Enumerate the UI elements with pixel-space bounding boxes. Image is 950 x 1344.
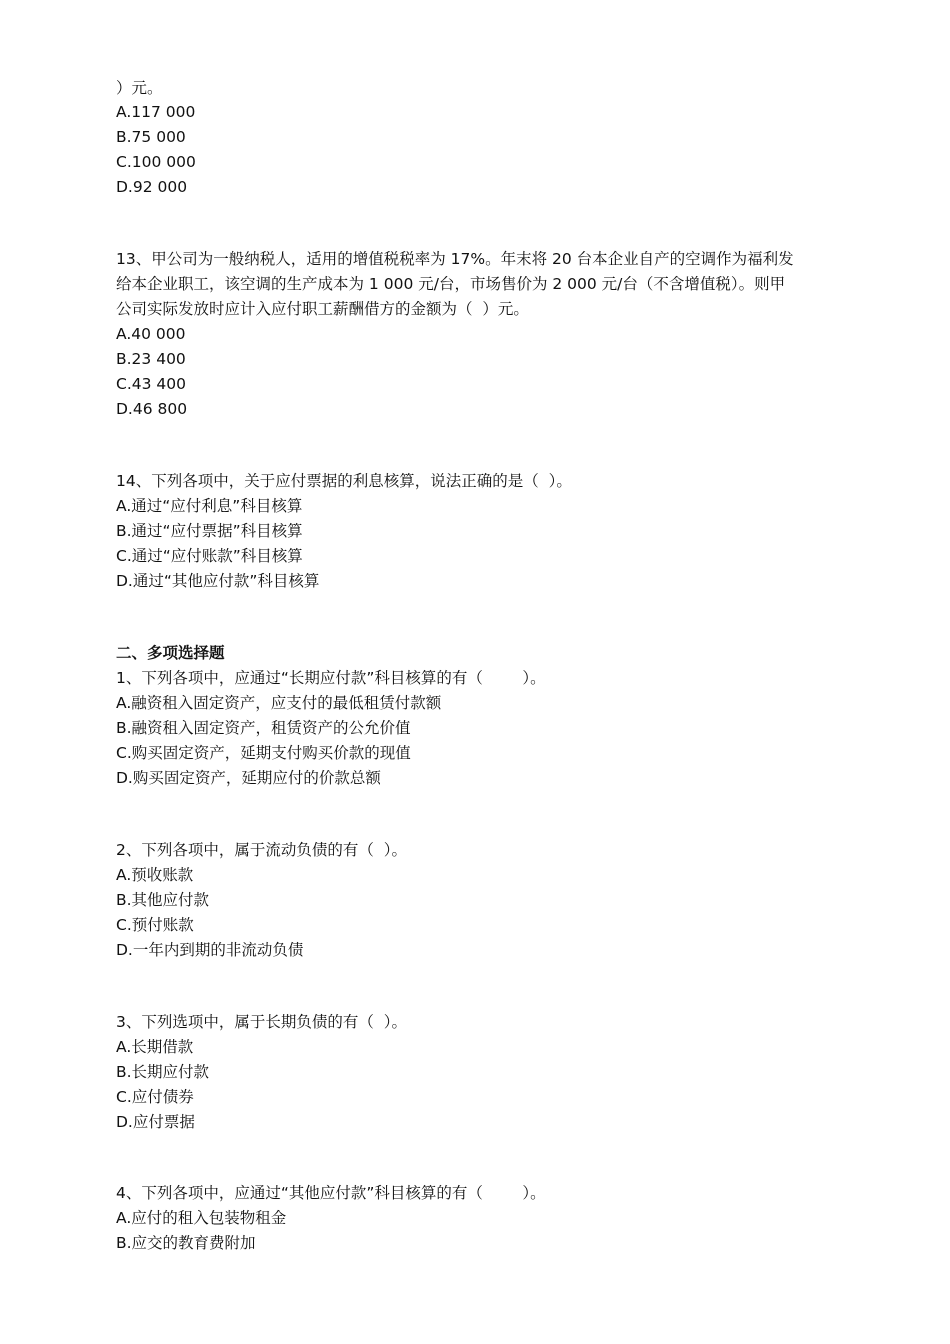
multi-question-2-stem: 2、下列各项中，属于流动负债的有（ ）。 — [116, 841, 407, 859]
question-14-option-d: D.通过“其他应付款”科目核算 — [116, 572, 320, 590]
multi-question-4-option-a: A.应付的租入包装物租金 — [116, 1209, 287, 1227]
multi-question-2-option-d: D.一年内到期的非流动负债 — [116, 941, 304, 959]
section-heading-multiple-choice: 二、多项选择题 — [116, 644, 225, 662]
question-13-stem-line-2: 给本企业职工，该空调的生产成本为 1 000 元/台，市场售价为 2 000 元/台（不含增值税）。则甲 — [116, 275, 786, 293]
multi-question-2-option-a: A.预收账款 — [116, 866, 194, 884]
multi-question-1-stem: 1、下列各项中，应通过“长期应付款”科目核算的有（ ）。 — [116, 669, 546, 687]
multi-question-3-stem: 3、下列选项中，属于长期负债的有（ ）。 — [116, 1013, 407, 1031]
question-14-stem: 14、下列各项中，关于应付票据的利息核算，说法正确的是（ ）。 — [116, 472, 572, 490]
question-13-option-a: A.40 000 — [116, 325, 186, 343]
multi-question-3-option-d: D.应付票据 — [116, 1113, 195, 1131]
multi-question-4-stem: 4、下列各项中，应通过“其他应付款”科目核算的有（ ）。 — [116, 1184, 546, 1202]
question-13-option-d: D.46 800 — [116, 400, 188, 418]
multi-question-2-option-b: B.其他应付款 — [116, 891, 210, 909]
question-13-stem-line-1: 13、甲公司为一般纳税人，适用的增值税税率为 17%。年末将 20 台本企业自产的空调作为福利发 — [116, 250, 794, 268]
question-12-option-d: D.92 000 — [116, 178, 188, 196]
question-12-option-c: C.100 000 — [116, 153, 196, 171]
question-13-option-c: C.43 400 — [116, 375, 186, 393]
question-13-option-b: B.23 400 — [116, 350, 186, 368]
multi-question-1-option-a: A.融资租入固定资产，应支付的最低租赁付款额 — [116, 694, 442, 712]
multi-question-2-option-c: C.预付账款 — [116, 916, 194, 934]
question-12-option-a: A.117 000 — [116, 103, 196, 121]
multi-question-3-option-b: B.长期应付款 — [116, 1063, 210, 1081]
question-12-option-b: B.75 000 — [116, 128, 186, 146]
multi-question-4-option-b: B.应交的教育费附加 — [116, 1234, 256, 1252]
multi-question-1-option-d: D.购买固定资产，延期应付的价款总额 — [116, 769, 381, 787]
question-14-option-c: C.通过“应付账款”科目核算 — [116, 547, 303, 565]
question-14-option-a: A.通过“应付利息”科目核算 — [116, 497, 303, 515]
multi-question-1-option-c: C.购买固定资产，延期支付购买价款的现值 — [116, 744, 411, 762]
question-14-option-b: B.通过“应付票据”科目核算 — [116, 522, 303, 540]
multi-question-3-option-a: A.长期借款 — [116, 1038, 194, 1056]
question-12-stem-end: ）元。 — [116, 79, 163, 97]
multi-question-1-option-b: B.融资租入固定资产，租赁资产的公允价值 — [116, 719, 411, 737]
question-13-stem-line-3: 公司实际发放时应计入应付职工薪酬借方的金额为（ ）元。 — [116, 300, 529, 318]
multi-question-3-option-c: C.应付债券 — [116, 1088, 194, 1106]
